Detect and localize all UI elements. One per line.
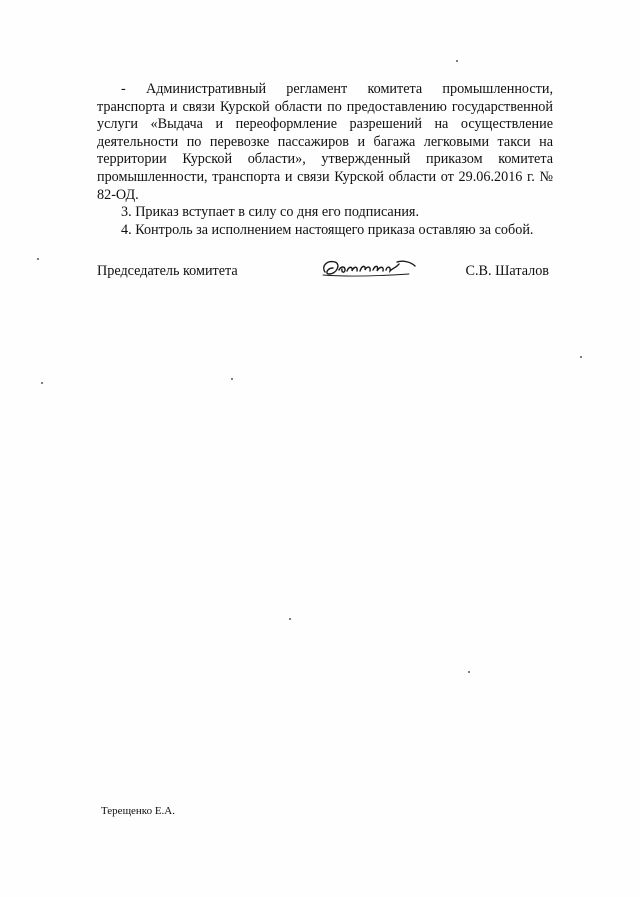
scan-speck	[41, 382, 43, 384]
signature-block	[97, 260, 553, 290]
item-3-paragraph: 3. Приказ вступает в силу со дня его подписания.	[121, 204, 419, 221]
handwritten-signature-icon	[319, 254, 419, 284]
signer-position: Председатель комитета	[97, 263, 238, 279]
scan-speck	[37, 258, 39, 260]
item-4-paragraph: 4. Контроль за исполнением настоящего приказа оставляю за собой.	[121, 221, 534, 238]
scan-speck	[468, 671, 470, 673]
scan-speck	[580, 356, 582, 358]
signer-name: С.В. Шаталов	[465, 263, 549, 279]
regulation-paragraph: - Административный регламент комитета промышленности, транспорта и связи Курской области по предоставлению государственной услуги «Выдача и переоформление разрешений на осуществление деятельности по перевозке пассажиров и багажа легковыми такси на территории Курской области», утвержденный приказом комитета промышленности, транспорта и связи Курской области от 29.06.2016 г. № 82-ОД.	[97, 81, 553, 203]
scan-speck	[289, 618, 291, 620]
executor-name: Терещенко Е.А.	[101, 805, 176, 817]
scan-speck	[456, 60, 458, 62]
document-body	[97, 81, 553, 239]
scan-speck	[231, 378, 233, 380]
